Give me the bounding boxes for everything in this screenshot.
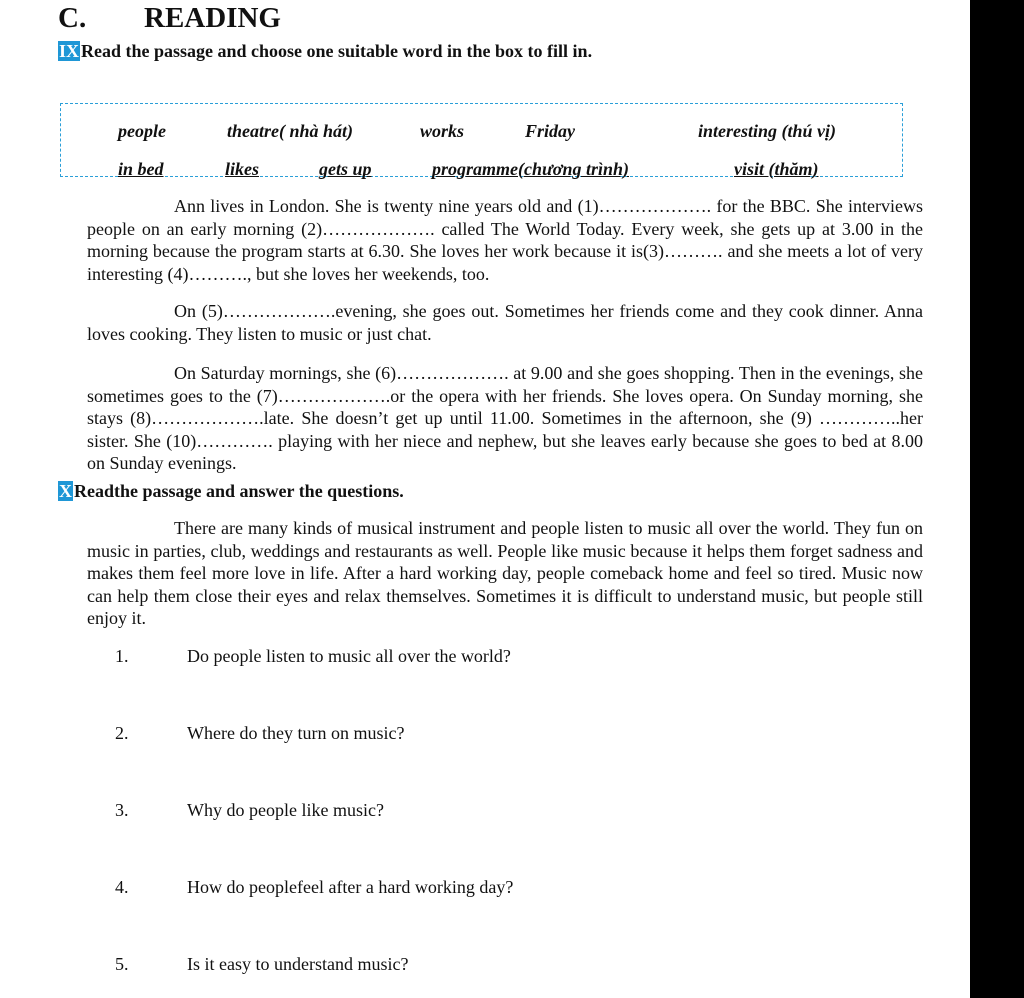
question-text: Where do they turn on music? (187, 723, 405, 743)
word-likes: likes (225, 159, 259, 179)
question-number: 2. (115, 723, 129, 743)
word-works: works (420, 121, 465, 141)
word-in-bed: in bed (118, 159, 164, 179)
word-visit: visit (thăm) (734, 159, 819, 179)
word-box (60, 103, 903, 177)
question-text: Do people listen to music all over the world? (187, 646, 511, 666)
section-title: READING (144, 2, 281, 34)
word-programme: programme(chương trình) (432, 159, 629, 179)
question-number: 3. (115, 800, 129, 820)
passage-paragraph-2: On (5)……………….evening, she goes out. Sometimes her friends come and they cook dinner. Anna loves cooking. They listen to music or just chat. (87, 301, 923, 344)
question-text: Why do people like music? (187, 800, 384, 820)
section-heading (58, 2, 281, 35)
question-3 (115, 800, 384, 821)
question-text: Is it easy to understand music? (187, 954, 409, 974)
exercise-10-instruction: Readthe passage and answer the questions. (74, 481, 404, 501)
passage-paragraph-3: On Saturday mornings, she (6)………………. at 9.00 and she goes shopping. Then in the evenings, she sometimes goes to the (7)……………….or the opera with her friends. She loves opera. On Sunday morning, she stays (8)……………….late. She doesn’t get up until 11.00. Sometimes in the afternoon, she (9) …………..her sister. She (10)…………. playing with her niece and nephew, but she leaves early because she goes to bed at 8.00 on Sunday evenings. (87, 363, 923, 474)
question-number: 5. (115, 954, 129, 974)
question-4 (115, 877, 513, 898)
question-5 (115, 954, 408, 975)
passage-paragraph-1: Ann lives in London. She is twenty nine years old and (1)………………. for the BBC. She interviews people on an early morning (2)………………. called The World Today. Every week, she gets up at 3.00 in the morning because the program starts at 6.30. She loves her work because it is(3)………. and she meets a lot of very interesting (4)………., but she loves her weekends, too. (87, 196, 923, 284)
word-theatre: theatre( nhà hát) (227, 121, 354, 141)
question-number: 4. (115, 877, 129, 897)
word-people: people (118, 121, 166, 141)
section-letter: C. (58, 2, 87, 34)
right-black-bar (970, 0, 1024, 998)
word-interesting: interesting (thú vị) (698, 121, 837, 141)
question-number: 1. (115, 646, 129, 666)
exercise-9-instruction: Read the passage and choose one suitable word in the box to fill in. (81, 41, 593, 61)
question-2 (115, 723, 404, 744)
exercise-10-header (58, 481, 404, 502)
exercise-10-number: X (59, 481, 72, 501)
word-gets-up: gets up (319, 159, 372, 179)
question-text: How do peoplefeel after a hard working day? (187, 877, 514, 897)
word-friday: Friday (525, 121, 576, 141)
question-1 (115, 646, 511, 667)
exercise-9-header (58, 41, 592, 62)
exercise-9-number: IX (59, 41, 80, 61)
music-passage: There are many kinds of musical instrument and people listen to music all over the world. They fun on music in parties, club, weddings and restaurants as well. People like music because it helps them forget sadness and makes them feel more love in life. After a hard working day, people comeback home and feel so tired. Music now can help them close their eyes and relax themselves. Sometimes it is difficult to understand music, but people still enjoy it. (87, 518, 923, 629)
